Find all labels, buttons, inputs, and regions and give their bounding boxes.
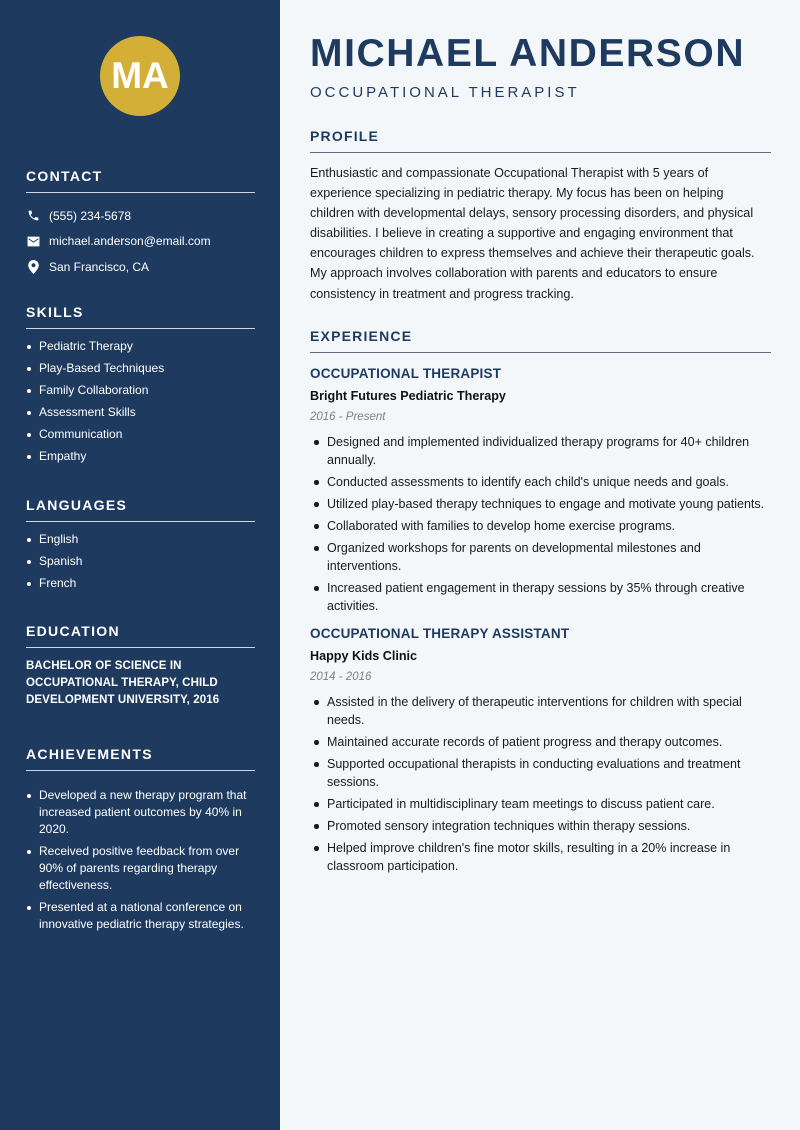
languages-list <box>26 531 255 592</box>
job-dates: 2014 - 2016 <box>310 671 372 683</box>
job-bullet: Organized workshops for parents on developmental milestones and interventions. <box>310 539 771 575</box>
job-bullets <box>310 693 771 875</box>
skill-item: Play-Based Techniques <box>26 360 255 377</box>
sidebar <box>0 0 280 1130</box>
contact-section <box>26 168 255 280</box>
job-company: Happy Kids Clinic <box>310 649 418 663</box>
job-bullet: Increased patient engagement in therapy sessions by 35% through creative activities. <box>310 579 771 615</box>
contact-phone-text: (555) 234-5678 <box>49 208 132 223</box>
job-bullet: Utilized play-based therapy techniques to engage and motivate young patients. <box>310 495 771 513</box>
job-bullet: Participated in multidisciplinary team meetings to discuss patient care. <box>310 795 771 813</box>
job-bullet: Supported occupational therapists in conducting evaluations and treatment sessions. <box>310 755 771 791</box>
section-heading-languages: LANGUAGES <box>26 497 255 522</box>
contact-location-text: San Francisco, CA <box>49 259 150 274</box>
skill-item: Family Collaboration <box>26 382 255 399</box>
language-item: French <box>26 575 255 592</box>
job-bullet: Helped improve children's fine motor skills, resulting in a 20% increase in classroom participation. <box>310 839 771 875</box>
education-section <box>26 623 255 709</box>
contact-email <box>26 229 255 255</box>
job-title: OCCUPATIONAL THERAPY ASSISTANT <box>310 626 570 641</box>
achievements-section <box>26 746 255 938</box>
candidate-title: OCCUPATIONAL THERAPIST <box>310 84 580 101</box>
experience-section <box>310 328 771 879</box>
candidate-name: MICHAEL ANDERSON <box>310 32 746 75</box>
achievement-item: Received positive feedback from over 90% of parents regarding therapy effectiveness. <box>26 843 255 894</box>
section-heading-achievements: ACHIEVEMENTS <box>26 746 255 771</box>
language-item: English <box>26 531 255 548</box>
profile-section <box>310 128 771 304</box>
location-pin-icon <box>26 260 40 274</box>
job-bullet: Designed and implemented individualized therapy programs for 40+ children annually. <box>310 433 771 469</box>
skills-list <box>26 338 255 465</box>
job-entry <box>310 625 771 875</box>
skill-item: Communication <box>26 426 255 443</box>
achievement-item: Developed a new therapy program that increased patient outcomes by 40% in 2020. <box>26 787 255 838</box>
section-heading-contact: CONTACT <box>26 168 255 193</box>
section-heading-experience: EXPERIENCE <box>310 328 771 353</box>
achievement-item: Presented at a national conference on innovative pediatric therapy strategies. <box>26 899 255 933</box>
job-bullets <box>310 433 771 615</box>
job-bullet: Maintained accurate records of patient progress and therapy outcomes. <box>310 733 771 751</box>
education-entry: BACHELOR OF SCIENCE IN OCCUPATIONAL THERAPY, CHILD DEVELOPMENT UNIVERSITY, 2016 <box>26 660 220 706</box>
job-company: Bright Futures Pediatric Therapy <box>310 389 506 403</box>
job-bullet: Conducted assessments to identify each child's unique needs and goals. <box>310 473 771 491</box>
email-icon <box>26 234 40 248</box>
skill-item: Empathy <box>26 448 255 465</box>
achievements-list <box>26 787 255 933</box>
section-heading-profile: PROFILE <box>310 128 771 153</box>
contact-list <box>26 203 255 280</box>
avatar <box>100 36 180 116</box>
contact-email-text: michael.anderson@email.com <box>49 234 211 249</box>
language-item: Spanish <box>26 553 255 570</box>
job-bullet: Promoted sensory integration techniques within therapy sessions. <box>310 817 771 835</box>
profile-summary: Enthusiastic and compassionate Occupational Therapist with 5 years of experience specializing in pediatric therapy. My focus has been on helping children with developmental delays, sensory processing disorders, and physical disabilities. I believe in creating a supportive and engaging environment that encourages children to express themselves and achieve their therapeutic goals. My approach involves collaboration with parents and educators to ensure consistency in treatment and progress tracking. <box>310 166 755 301</box>
job-dates: 2016 - Present <box>310 411 386 423</box>
skill-item: Assessment Skills <box>26 404 255 421</box>
job-bullet: Assisted in the delivery of therapeutic interventions for children with special needs. <box>310 693 771 729</box>
job-bullet: Collaborated with families to develop home exercise programs. <box>310 517 771 535</box>
job-title: OCCUPATIONAL THERAPIST <box>310 366 502 381</box>
skills-section <box>26 304 255 470</box>
skill-item: Pediatric Therapy <box>26 338 255 355</box>
section-heading-education: EDUCATION <box>26 623 255 648</box>
section-heading-skills: SKILLS <box>26 304 255 329</box>
avatar-initials: MA <box>111 55 169 96</box>
contact-location <box>26 254 255 280</box>
languages-section <box>26 497 255 597</box>
phone-icon <box>26 209 40 223</box>
job-entry <box>310 365 771 615</box>
contact-phone <box>26 203 255 229</box>
